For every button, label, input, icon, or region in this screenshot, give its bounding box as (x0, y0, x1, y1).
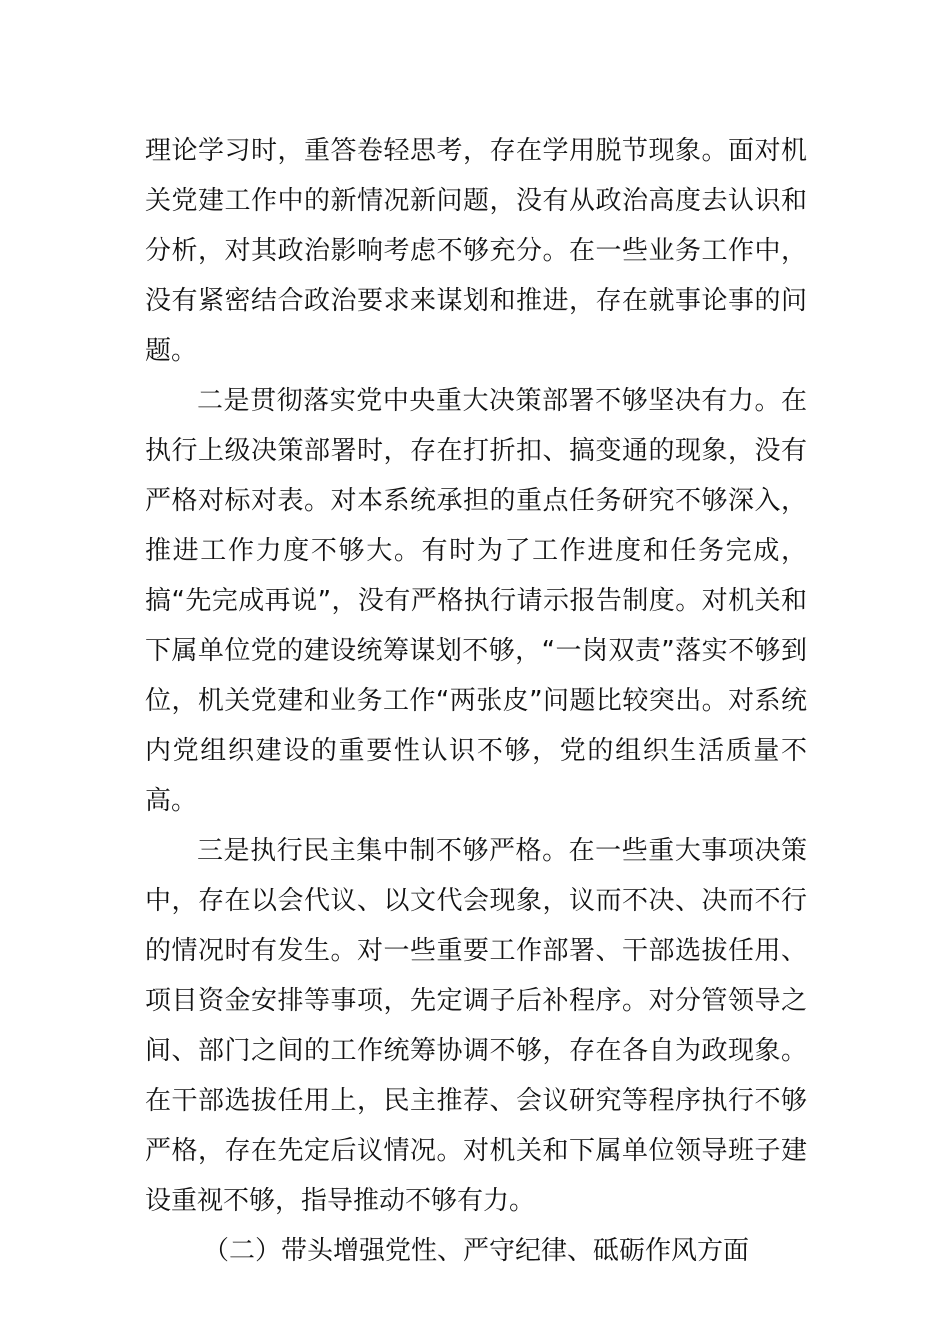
paragraph-point-three: 三是执行民主集中制不够严格。在一些重大事项决策中，存在以会代议、以文代会现象，议而不决、决而不行的情况时有发生。对一些重要工作部署、干部选拔任用、项目资金安排等事项，先定调子后补程序。对分管领导之间、部门之间的工作统筹协调不够，存在各自为政现象。在干部选拔任用上，民主推荐、会议研究等程序执行不够严格，存在先定后议情况。对机关和下属单位领导班子建设重视不够，指导推动不够有力。 (145, 836, 807, 1216)
document-body (145, 126, 807, 1276)
paragraph-point-two: 二是贯彻落实党中央重大决策部署不够坚决有力。在执行上级决策部署时，存在打折扣、搞变通的现象，没有严格对标对表。对本系统承担的重点任务研究不够深入，推进工作力度不够大。有时为了工作进度和任务完成，搞“先完成再说”，没有严格执行请示报告制度。对机关和下属单位党的建设统筹谋划不够，“一岗双责”落实不够到位，机关党建和业务工作“两张皮”问题比较突出。对系统内党组织建设的重要性认识不够，党的组织生活质量不高。 (145, 386, 807, 816)
paragraph-continuation: 理论学习时，重答卷轻思考，存在学用脱节现象。面对机关党建工作中的新情况新问题，没有从政治高度去认识和分析，对其政治影响考虑不够充分。在一些业务工作中，没有紧密结合政治要求来谋划和推进，存在就事论事的问题。 (145, 136, 807, 366)
section-heading: （二）带头增强党性、严守纪律、砥砺作风方面 (203, 1236, 750, 1266)
